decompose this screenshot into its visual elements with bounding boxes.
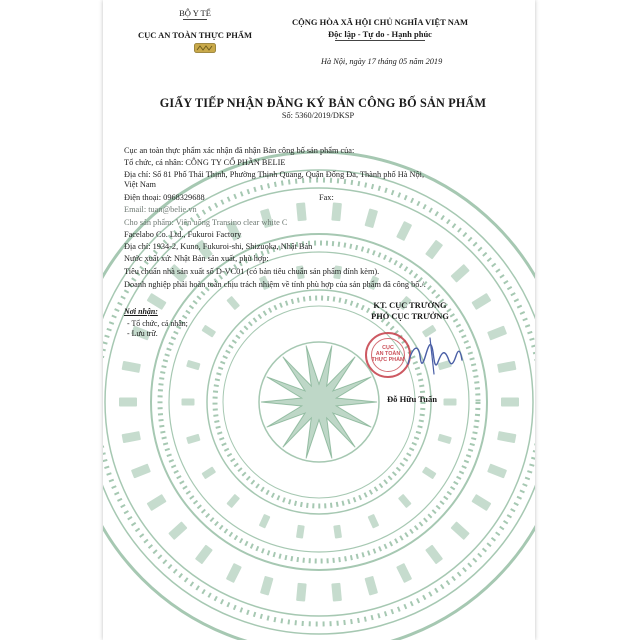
seal-text-line: THỰC PHẨM [371, 357, 405, 364]
ministry-name: BỘ Y TẾ [179, 8, 211, 18]
manufacturer-line: Facelabo Co. Ltd., Fukuroi Factory [124, 230, 242, 239]
standard-line: Tiêu chuẩn nhà sản xuất số D-VC01 (có bản tiêu chuẩn sản phẩm đính kèm). [124, 267, 380, 276]
signer-role-acting: KT. CỤC TRƯỞNG [373, 301, 447, 310]
responsibility-line: Doanh nghiệp phải hoàn toàn chịu trách nhiệm về tính phù hợp của sản phẩm đã công bố./. [124, 280, 426, 289]
republic-name: CỘNG HÒA XÃ HỘI CHỦ NGHĨA VIỆT NAM [291, 17, 469, 27]
origin-line: Nước xuất xứ: Nhật Bản sản xuất, phù hợp: [124, 254, 269, 263]
recipient-item: - Lưu trữ. [127, 329, 158, 338]
ministry-underline [183, 19, 207, 20]
recipients-heading: Nơi nhận: [124, 307, 158, 316]
motto-underline [335, 40, 425, 41]
national-motto: Độc lập - Tự do - Hạnh phúc [328, 29, 432, 39]
agency-name: CỤC AN TOÀN THỰC PHẨM [138, 30, 252, 40]
document-title: GIẤY TIẾP NHẬN ĐĂNG KÝ BẢN CÔNG BỐ SẢN PHẨM [159, 96, 487, 110]
phone-line: Điện thoại: 0968329688 [124, 193, 205, 202]
product-line: Cho sản phẩm: Viên uống Transino clear white C [124, 218, 288, 227]
address-line-continued: Việt Nam [124, 180, 156, 189]
manufacturer-address-line: Địa chỉ: 1934-2, Kuno, Fukuroi-shi, Shizuoka, Nhật Bản [124, 242, 313, 251]
address-line: Địa chỉ: Số 81 Phố Thái Thịnh, Phường Thịnh Quang, Quận Đống Đa, Thành phố Hà Nội, [124, 170, 425, 179]
fax-line: Fax: [319, 193, 334, 202]
document-number: Số: 5360/2019/DKSP [281, 111, 355, 120]
recipient-item: - Tổ chức, cá nhân; [127, 319, 188, 328]
seal-text-line: CỤC [382, 345, 394, 351]
intro-line: Cục an toàn thực phẩm xác nhận đã nhận Bản công bố sản phẩm của: [124, 146, 355, 155]
place-date: Hà Nội, ngày 17 tháng 05 năm 2019 [321, 57, 443, 66]
email-line: Email: tuan@belie.vn [124, 205, 197, 214]
signer-role: PHÓ CỤC TRƯỞNG [371, 312, 449, 321]
signer-name: Đỗ Hữu Tuấn [386, 394, 438, 404]
organization-line: Tổ chức, cá nhân: CÔNG TY CỔ PHẦN BELIE [124, 158, 286, 167]
seal-text-line: AN TOÀN [375, 351, 401, 358]
agency-logo-icon [194, 43, 216, 53]
document-page [103, 0, 535, 640]
handwritten-signature [400, 334, 472, 378]
